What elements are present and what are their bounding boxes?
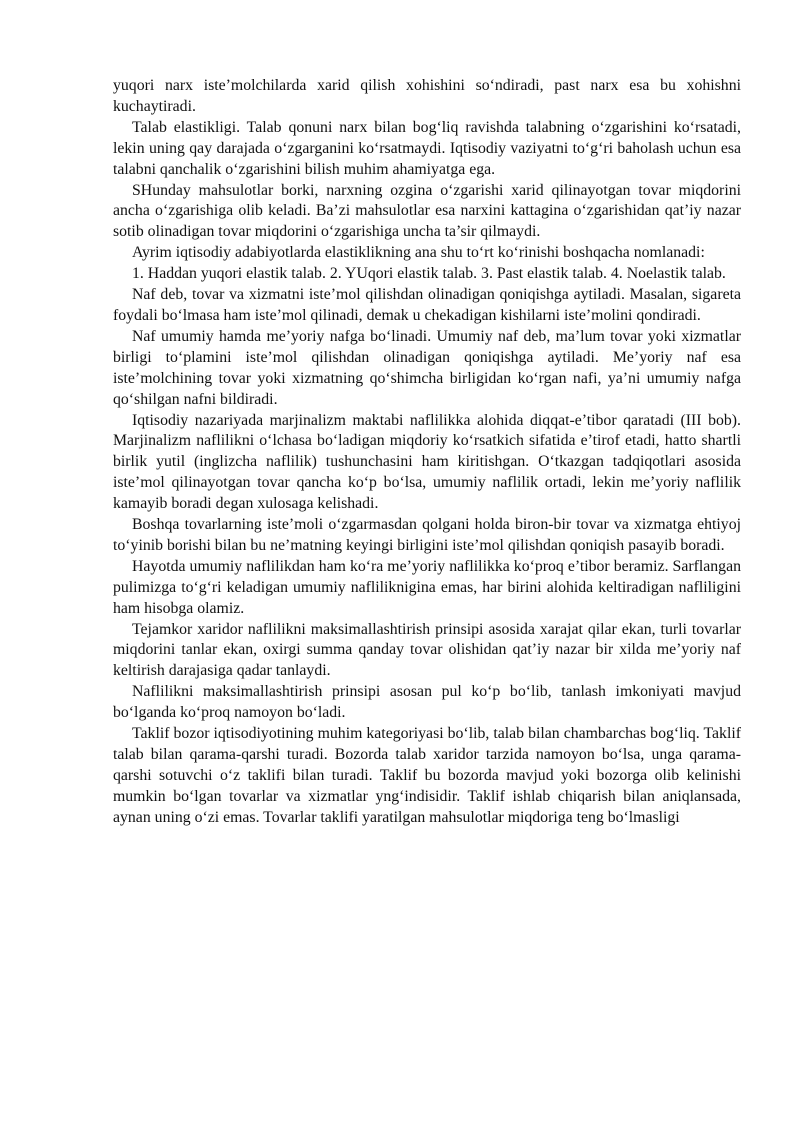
paragraph-elasticity-list: 1. Haddan yuqori elastik talab. 2. YUqori elastik talab. 3. Past elastik talab. 4. Noelastik talab. xyxy=(132,265,726,283)
paragraph: Hayotda umumiy naflilikdan ham ko‘ra me’yoriy naflilikka ko‘proq e’tibor beramiz. Sarflangan pulimizga to‘g‘ri keladigan umumiy naflilikniginа emas, har birini alohida keltiradigan nafliligini ham hisobga olamiz. xyxy=(113,557,741,617)
paragraph: Ayrim iqtisodiy adabiyotlarda elastiklikning ana shu to‘rt ko‘rinishi boshqacha nomlanadi: xyxy=(132,244,705,262)
paragraph: SHunday mahsulotlar borki, narxning ozgina o‘zgarishi xarid qilinayotgan tovar miqdorini ancha o‘zgarishiga olib keladi. Ba’zi mahsulotlar esa narxini kattagina o‘zgarishidan qat’iy nazar sotib olinadigan tovar miqdorini o‘zgarishiga uncha ta’sir qilmaydi. xyxy=(113,181,741,241)
paragraph: Naf deb, tovar va xizmatni iste’mol qilishdan olinadigan qoniqishga aytiladi. Masalan, sigareta foydali bo‘lmasa ham iste’mol qilinadi, demak u chekadigan kishilarni iste’molini qondiradi. xyxy=(113,286,741,324)
paragraph: Naf umumiy hamda me’yoriy nafga bo‘linadi. Umumiy naf deb, ma’lum tovar yoki xizmatlar birligi to‘plamini iste’mol qilishdan olinadigan qoniqishga aytiladi. Me’yoriy naf esa iste’molchining tovar yoki xizmatning qo‘shimcha birligidan ko‘rgan nafi, ya’ni umumiy nafga qo‘shilgan nafni bildiradi. xyxy=(113,327,741,408)
paragraph: Iqtisodiy nazariyada marjinalizm maktabi naflilikka alohida diqqat-e’tibor qaratadi (III bob). Marjinalizm naflilikni o‘lchasa bo‘ladigan miqdoriy ko‘rsatkich sifatida e’tirof etadi, hatto shartli birlik yutil (inglizcha naflilik) tushunchasini ham kiritishgan. O‘tkazgan tadqiqotlari asosida iste’mol qilinayotgan tovar qancha ko‘p bo‘lsa, umumiy naflilik ortadi, lekin me’yoriy naflilik kamayib boradi degan xulosaga kelishadi. xyxy=(113,411,741,513)
paragraph-demand-elasticity: Talab elastikligi. Talab qonuni narx bilan bog‘liq ravishda talabning o‘zgarishini ko‘rsatadi, lekin uning qay darajada o‘zgarganini ko‘rsatmaydi. Iqtisodiy vaziyatni to‘g‘ri baholash uchun esa talabni qanchalik o‘zgarishini bilish muhim ahamiyatga ega. xyxy=(113,118,741,178)
paragraph-supply: Taklif bozor iqtisodiyotining muhim kategoriyasi bo‘lib, talab bilan chambarchas bog‘liq. Taklif talab bilan qarama-qarshi turadi. Bozorda talab xaridor tarzida namoyon bo‘lsa, unga qarama-qarshi sotuvchi o‘z taklifi bilan turadi. Taklif bu bozorda mavjud yoki bozorga olib kelinishi mumkin bo‘lgan tovarlar va xizmatlar yng‘indisidir. Taklif ishlab chiqarish bilan aniqlansada, aynan uning o‘zi emas. Tovarlar taklifi yaratilgan mahsulotlar miqdoriga teng bo‘lmasligi xyxy=(113,725,741,826)
paragraph: Boshqa tovarlarning iste’moli o‘zgarmasdan qolgani holda biron-bir tovar va xizmatga ehtiyoj to‘yinib borishi bilan bu ne’matning keyingi birligini iste’mol qilishdan qoniqish pasayib boradi. xyxy=(113,516,741,554)
paragraph: Naflilikni maksimallashtirish prinsipi asosan pul ko‘p bo‘lib, tanlash imkoniyati mavjud bo‘lganda ko‘proq namoyon bo‘ladi. xyxy=(113,683,741,722)
paragraph-continued: yuqori narx iste’molchilarda xarid qilish xohishini so‘ndiradi, past narx esa bu xohishni kuchaytiradi. xyxy=(113,77,741,115)
paragraph: Tejamkor xaridor naflilikni maksimallashtirish prinsipi asosida xarajat qilar ekan, turli tovarlar miqdorini tanlar ekan, oxirgi summa qanday tovar olishidan qat’iy nazar bir xilda me’yoriy naf keltirish darajasiga qadar tanlaydi. xyxy=(113,620,741,680)
document-page xyxy=(113,76,741,829)
